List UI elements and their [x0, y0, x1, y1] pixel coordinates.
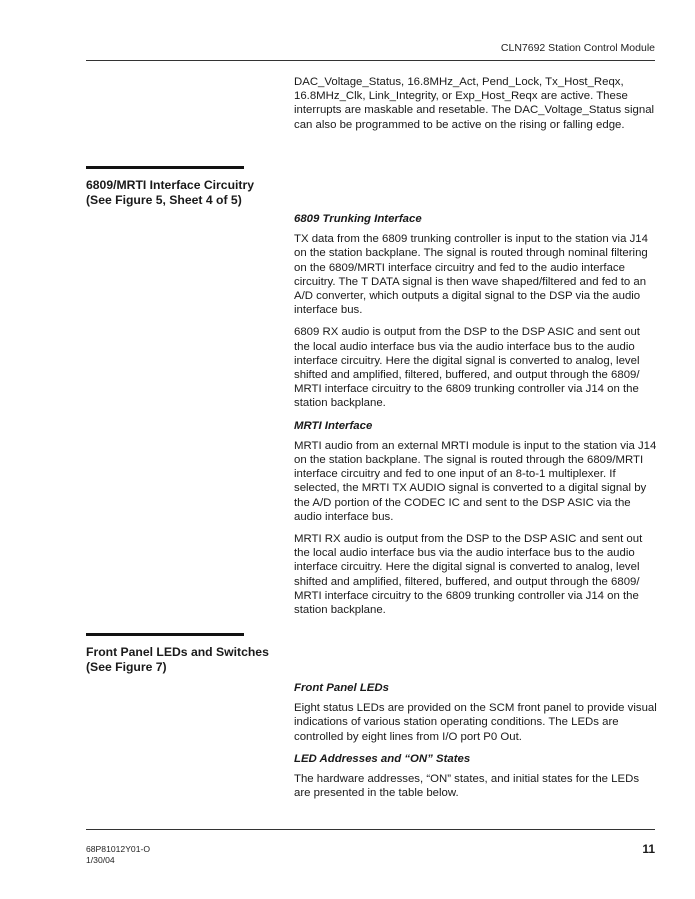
section-title-1-line2: (See Figure 5, Sheet 4 of 5) — [86, 193, 242, 207]
section-rule-1 — [86, 166, 244, 169]
paragraph-6809-rx: 6809 RX audio is output from the DSP to the DSP ASIC and sent out the local audio interface bus via the audio interface bus to the audio interface circuitry. Here the digital signal is converted to analog, level shifted and amplified, filtered, buffered, and output through the 6809/ MRTI interface circuitry to the 6809 trunking controller via J14 on the station backplane. — [294, 326, 640, 410]
paragraph-front-panel-leds: Eight status LEDs are provided on the SCM front panel to provide visual indications of various station operating conditions. The LEDs are controlled by eight lines from I/O port P0 Out. — [294, 702, 657, 743]
section-title-2-line2: (See Figure 7) — [86, 660, 167, 674]
footer-date: 1/30/04 — [86, 854, 115, 865]
subheading-6809-trunking: 6809 Trunking Interface — [294, 213, 422, 225]
paragraph-6809-tx: TX data from the 6809 trunking controller is input to the station via J14 on the station backplane. The signal is routed through nominal filtering on the 6809/MRTI interface circuitry and fed to the audio interface circuitry. The T DATA signal is then wave shaped/filtered and fed to an A/D converter, which outputs a digital signal to the DSP via the audio interface bus. — [294, 233, 648, 317]
subheading-front-panel-leds: Front Panel LEDs — [294, 682, 389, 694]
intro-paragraph: DAC_Voltage_Status, 16.8MHz_Act, Pend_Lock, Tx_Host_Reqx, 16.8MHz_Clk, Link_Integrity, or Exp_Host_Reqx are active. These interrupts are maskable and resetable. The DAC_Voltage_Status signal can also be programmed to be active on the rising or falling edge. — [294, 76, 655, 131]
header-rule — [86, 60, 655, 61]
subheading-led-addresses: LED Addresses and “ON” States — [294, 752, 471, 765]
subheading-mrti-interface: MRTI Interface — [294, 419, 373, 432]
intro-block — [294, 75, 658, 140]
footer-doc-number: 68P81012Y01-O — [86, 844, 151, 854]
section-body-2 — [294, 681, 658, 808]
section-title-1-line1: 6809/MRTI Interface Circuitry — [86, 178, 254, 192]
section-title-2 — [86, 645, 296, 675]
paragraph-mrti-tx: MRTI audio from an external MRTI module is input to the station via J14 on the station backplane. The signal is routed through the 6809/MRTI interface circuitry and fed to one input of an 8-to-1 multiplexer. If selected, the MRTI TX AUDIO signal is converted to a digital signal by the A/D portion of the CODEC IC and sent to the DSP ASIC via the audio interface bus. — [294, 439, 657, 523]
section-rule-2 — [86, 633, 244, 636]
footer-rule — [86, 829, 655, 830]
footer-left — [86, 844, 150, 865]
section-body-1 — [294, 212, 658, 625]
header-title: CLN7692 Station Control Module — [500, 42, 655, 54]
paragraph-led-addresses: The hardware addresses, “ON” states, and initial states for the LEDs are presented in the table below. — [294, 773, 640, 800]
section-title-1 — [86, 178, 296, 208]
section-title-2-line1: Front Panel LEDs and Switches — [86, 645, 269, 659]
page-number: 11 — [642, 842, 655, 856]
paragraph-mrti-rx: MRTI RX audio is output from the DSP to the DSP ASIC and sent out the local audio interface bus via the audio interface bus to the audio interface circuitry. Here the digital signal is converted to analog, level shifted and amplified, filtered, buffered, and output through the 6809/ MRTI interface circuitry to the 6809 trunking controller via J14 on the station backplane. — [294, 533, 643, 617]
